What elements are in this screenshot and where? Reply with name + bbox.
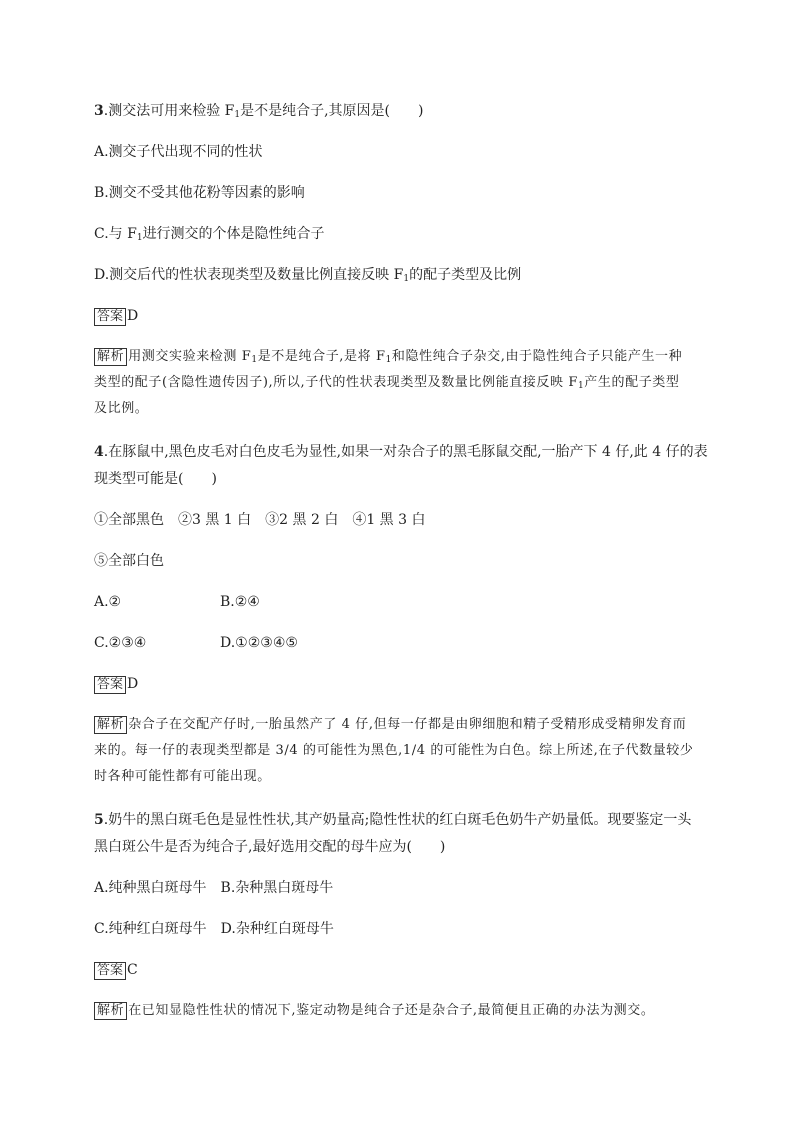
q5-analysis-line-1: [94, 1001, 654, 1021]
answer-label: 答案: [94, 962, 126, 980]
q3-option-c-a: C.与 F: [94, 226, 137, 242]
answer-label: 答案: [94, 676, 126, 694]
q3-exp1-sub1: 1: [251, 355, 258, 365]
q3-analysis-line-3: 及比例。: [94, 401, 149, 416]
q3-exp1-c: 和隐性纯合子杂交,由于隐性纯合子只能产生一种: [391, 349, 683, 364]
q4-analysis-line-1: [94, 715, 686, 735]
q3-option-d: [94, 265, 521, 289]
q3-number: 3: [94, 103, 104, 119]
q3-exp1-b: 是不是纯合子,是将 F: [257, 349, 386, 364]
q5-answer: [94, 960, 138, 980]
q4-analysis-line-3: 时各种可能性都有可能出现。: [94, 769, 271, 784]
q3-exp2-a: 类型的配子(含隐性遗传因子),所以,子代的性状表现类型及数量比例能直接反映 F: [94, 375, 578, 390]
q3-answer: [94, 306, 138, 326]
q5-stem-line-2: 黑白斑公牛是否为纯合子,最好选用交配的母牛应为( ): [94, 839, 446, 855]
analysis-label: 解析: [94, 716, 127, 734]
q4-stem-line-2: 现类型可能是( ): [94, 471, 217, 487]
q3-option-c-sub: 1: [136, 233, 143, 243]
q3-stem: [94, 101, 423, 125]
q3-option-c: [94, 224, 325, 248]
q5-stem-line-1: [94, 810, 691, 830]
q3-stem-text-b: 是不是纯合子,其原因是( ): [240, 103, 424, 119]
q3-exp1-sub2: 1: [385, 355, 392, 365]
q5-options-cd: C.纯种红白斑母牛 D.杂种红白斑母牛: [94, 921, 334, 937]
q3-option-d-a: D.测交后代的性状表现类型及数量比例直接反映 F: [94, 267, 404, 283]
q4-exp1: 杂合子在交配产仔时,一胎虽然产了 4 仔,但每一仔都是由卵细胞和精子受精形成受精卵发育而: [128, 717, 687, 732]
q5-answer-value: C: [127, 962, 138, 978]
q5-number: 5: [94, 812, 104, 828]
analysis-label: 解析: [94, 348, 127, 366]
q4-number: 4: [94, 444, 104, 460]
q3-stem-sub: 1: [234, 110, 241, 120]
q4-answer-value: D: [127, 676, 139, 692]
q4-stem-text: .在豚鼠中,黑色皮毛对白色皮毛为显性,如果一对杂合子的黑毛豚鼠交配,一胎产下 4 仔,此 4 仔的表: [103, 444, 708, 460]
q3-exp2-sub: 1: [577, 381, 585, 391]
q3-exp1-a: 用测交实验来检测 F: [128, 349, 252, 364]
q5-options-ab: A.纯种黑白斑母牛 B.杂种黑白斑母牛: [94, 880, 334, 896]
q3-analysis-line-1: [94, 347, 682, 370]
q5-exp1: 在已知显隐性性状的情况下,鉴定动物是纯合子还是杂合子,最简便且正确的办法为测交。: [128, 1003, 655, 1018]
q3-option-d-sub: 1: [403, 274, 410, 284]
q4-option-d: D.①②③④⑤: [220, 635, 298, 651]
q4-items-line-2: ⑤全部白色: [94, 553, 164, 569]
q3-analysis-line-2: [94, 373, 680, 396]
q3-exp2-b: 产生的配子类型: [584, 375, 680, 390]
q3-answer-value: D: [127, 308, 139, 324]
q3-option-d-b: 的配子类型及比例: [409, 267, 522, 283]
answer-label: 答案: [94, 308, 126, 326]
q3-option-b: B.测交不受其他花粉等因素的影响: [94, 185, 305, 201]
q3-option-c-b: 进行测交的个体是隐性纯合子: [142, 226, 325, 242]
q4-answer: [94, 674, 138, 694]
q4-option-c: C.②③④: [94, 635, 147, 651]
analysis-label: 解析: [94, 1002, 127, 1020]
q3-stem-text-a: .测交法可用来检验 F: [103, 103, 235, 119]
q4-option-a: A.②: [94, 594, 122, 610]
q4-stem-line-1: [94, 442, 708, 462]
q5-stem-text: .奶牛的黑白斑毛色是显性性状,其产奶量高;隐性性状的红白斑毛色奶牛产奶量低。现要鉴定一头: [103, 812, 692, 828]
q4-option-b: B.②④: [220, 594, 260, 610]
q4-analysis-line-2: 来的。每一仔的表现类型都是 3/4 的可能性为黑色,1/4 的可能性为白色。综上所述,在子代数量较少: [94, 743, 694, 758]
q4-items-line-1: ①全部黑色 ②3 黑 1 白 ③2 黑 2 白 ④1 黑 3 白: [94, 512, 426, 528]
q3-option-a: A.测交子代出现不同的性状: [94, 144, 263, 160]
